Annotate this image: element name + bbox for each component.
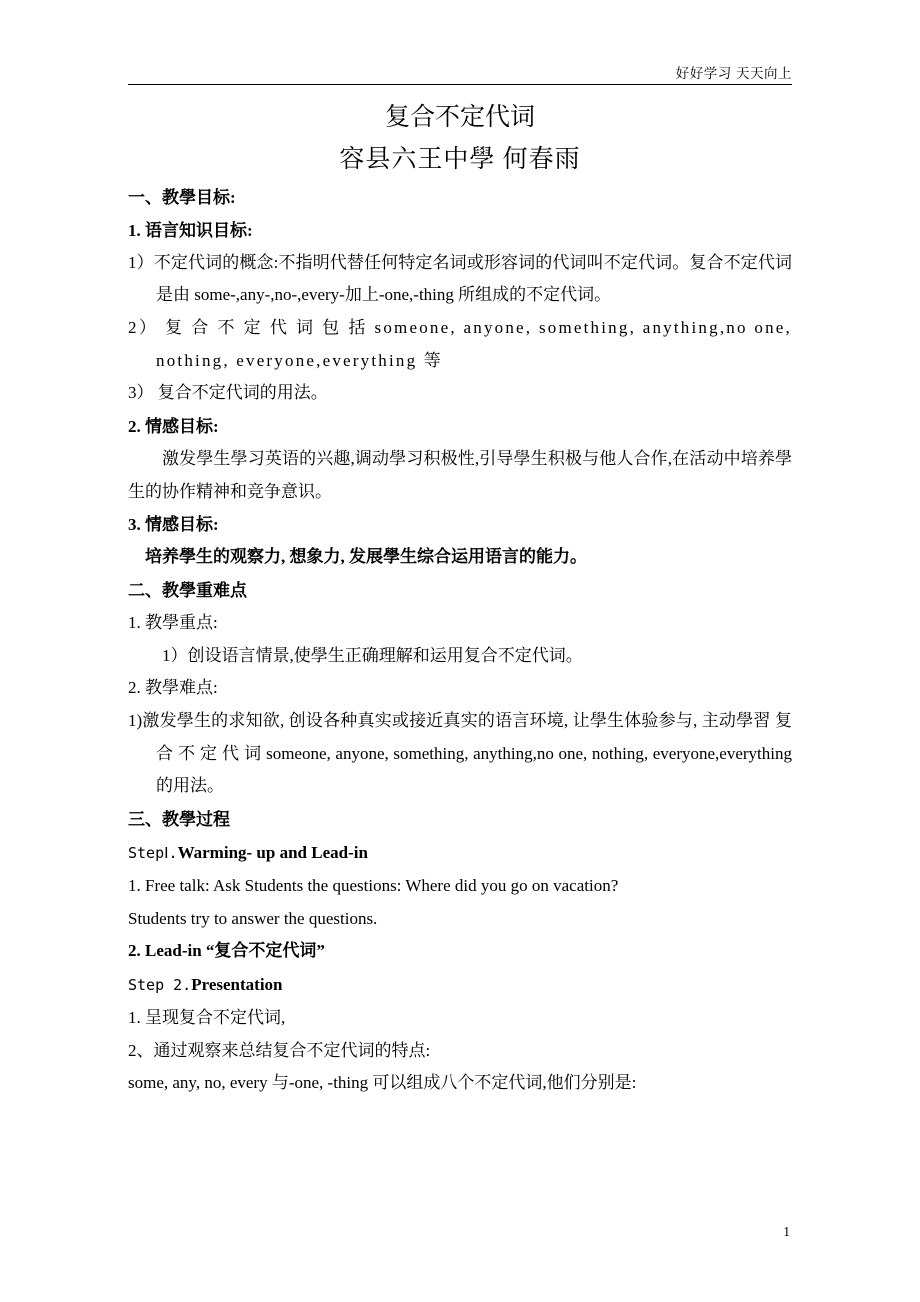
document-subtitle: 容县六王中學 何春雨 [339,146,581,174]
document-title: 复合不定代词 [384,104,535,131]
page-number: 1 [783,1224,790,1239]
paragraph-1-5: 培养學生的观察力, 想象力, 发展學生综合运用语言的能力。 [145,547,587,567]
subheading-1-1: 1. 语言知识目标: [128,220,253,240]
paragraph-3-5: 2、通过观察来总结复合不定代词的特点: [128,1040,431,1060]
paragraph-2-2: 1）创设语言情景,使學生正确理解和运用复合不定代词。 [162,645,583,665]
subheading-1-2: 2. 情感目标: [128,416,219,436]
header-divider [128,84,792,85]
paragraph-3-2: Students try to answer the questions. [128,908,378,928]
section-heading-3: 三、教學过程 [128,809,230,829]
paragraph-3-4: 1. 呈现复合不定代词, [128,1007,286,1027]
paragraph-2-1: 1. 教學重点: [128,613,218,633]
section-heading-1: 一、教學目标: [128,187,236,207]
paragraph-3-6: some, any, no, every 与-one, -thing 可以组成八个不定代词,他们分别是: [128,1073,637,1093]
paragraph-3-1: 1. Free talk: Ask Students the questions: Where did you go on vacation? [128,876,619,896]
step-heading-2 [128,968,792,1002]
paragraph-2-4: 1)激发學生的求知欲, 创设各种真实或接近真实的语言环境, 让學生体验参与, 主动學習 复 合 不 定 代 词 someone, anyone, something, anything,no one, nothing, everyone,everything 的用法。 [128,711,792,796]
paragraph-1-3: 3） 复合不定代词的用法。 [128,383,328,403]
subheading-1-3: 3. 情感目标: [128,515,219,535]
document-body [128,95,792,1100]
page-header-text: 好好学习 天天向上 [675,66,792,81]
step-heading-1 [128,836,792,870]
step-label-2: Step 2. [128,975,192,994]
section-heading-2: 二、教學重难点 [128,581,247,601]
paragraph-1-2: 2） 复 合 不 定 代 词 包 括 someone, anyone, something, anything,no one, nothing, everyone,everything 等 [128,318,792,370]
step-title-2: Presentation [191,974,283,994]
step-label-1: StepⅠ. [128,844,178,863]
paragraph-3-3: 2. Lead-in “复合不定代词” [128,941,325,961]
paragraph-1-4: 激发學生學习英语的兴趣,调动學习积极性,引导學生积极与他人合作,在活动中培养學生的协作精神和竞争意识。 [128,449,792,501]
paragraph-2-3: 2. 教學难点: [128,678,218,698]
step-title-1: Warming- up and Lead-in [177,843,368,863]
paragraph-1-1: 1）不定代词的概念:不指明代替任何特定名词或形容词的代词叫不定代词。复合不定代词是由 some-,any-,no-,every-加上-one,-thing 所组成的不定代词。 [128,252,792,305]
